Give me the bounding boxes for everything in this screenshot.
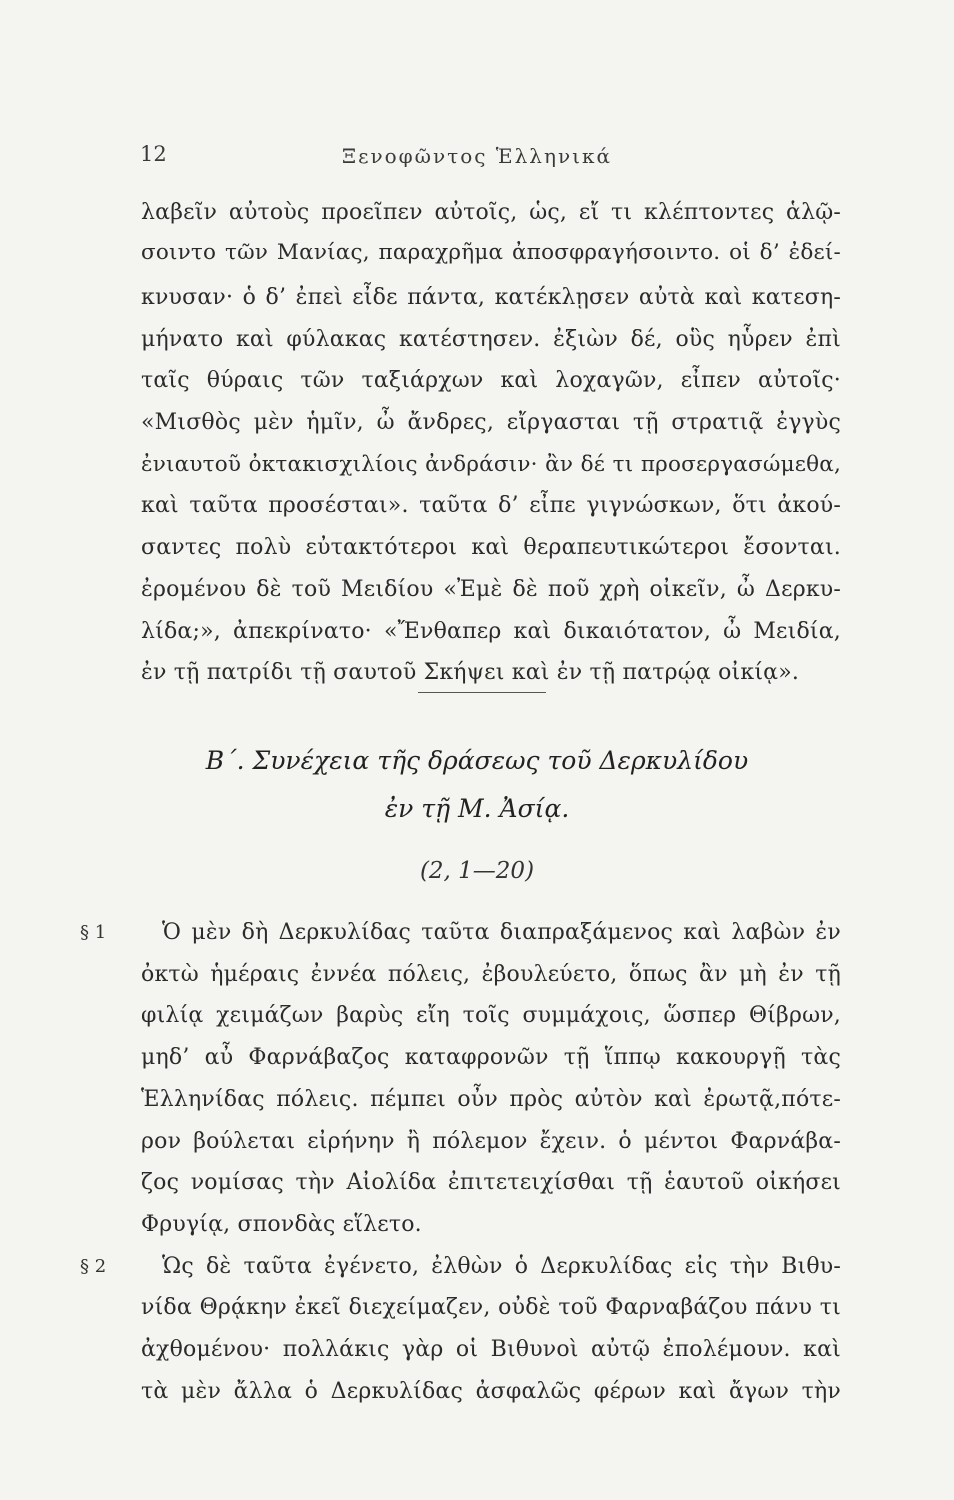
text-line: Ἑλληνίδας πόλεις. πέμπει οὖν πρὸς αὐτὸν καὶ ἐρωτᾷ,πότε- <box>141 1087 841 1112</box>
text-line: καὶ ταῦτα προσέσται». ταῦτα δ’ εἶπε γιγνώσκων, ὅτι ἀκού- <box>141 493 841 518</box>
text-line: νίδα Θρᾴκην ἐκεῖ διεχείμαζεν, οὐδὲ τοῦ Φαρναβάζου πάνυ τι <box>141 1295 841 1320</box>
text-line: λίδα;», ἀπεκρίνατο· «Ἔνθαπερ καὶ δικαιότατον, ὦ Μειδία, <box>141 619 841 644</box>
page-number: 12 <box>140 142 167 166</box>
running-head: Ξενοφῶντος Ἑλληνικά <box>342 144 612 168</box>
text-line: σαντες πολὺ εὐτακτότεροι καὶ θεραπευτικώτεροι ἔσονται. <box>141 535 841 560</box>
section-divider <box>418 692 546 693</box>
text-line: ἀχθομένου· πολλάκις γὰρ οἱ Βιθυνοὶ αὐτῷ ἐπολέμουν. καὶ <box>141 1337 841 1362</box>
text-line: Φρυγίᾳ, σπονδὰς εἵλετο. <box>141 1212 422 1237</box>
text-line: σοιντο τῶν Μανίας, παραχρῆμα ἀποσφραγήσοιντο. οἱ δ’ ἐδεί- <box>141 240 841 265</box>
section-heading: Β΄. Συνέχεια τῆς δράσεως τοῦ Δερκυλίδου <box>205 746 749 775</box>
text-line: ὀκτὼ ἡμέραις ἐννέα πόλεις, ἐβουλεύετο, ὅπως ἂν μὴ ἐν τῇ <box>141 962 841 987</box>
section-heading-line2: ἐν τῇ Μ. Ἀσίᾳ. <box>384 794 570 823</box>
text-line: ρον βούλεται εἰρήνην ἢ πόλεμον ἔχειν. ὁ μέντοι Φαρνάβα- <box>141 1129 841 1154</box>
text-line: λαβεῖν αὐτοὺς προεῖπεν αὐτοῖς, ὡς, εἴ τι κλέπτοντες ἁλῷ- <box>141 200 841 225</box>
text-line: Ὡς δὲ ταῦτα ἐγένετο, ἐλθὼν ὁ Δερκυλίδας εἰς τὴν Βιθυ- <box>162 1254 841 1279</box>
text-line: ἐρομένου δὲ τοῦ Μειδίου «Ἐμὲ δὲ ποῦ χρὴ οἰκεῖν, ὦ Δερκυ- <box>141 577 841 602</box>
section-reference: (2, 1—20) <box>419 858 535 884</box>
text-line: ταῖς θύραις τῶν ταξιάρχων καὶ λοχαγῶν, εἶπεν αὐτοῖς· <box>141 368 841 393</box>
text-line: Ὁ μὲν δὴ Δερκυλίδας ταῦτα διαπραξάμενος καὶ λαβὼν ἐν <box>162 920 841 945</box>
text-line: «Μισθὸς μὲν ἡμῖν, ὦ ἄνδρες, εἴργασται τῇ στρατιᾷ ἐγγὺς <box>141 410 841 435</box>
text-line: ἐν τῇ πατρίδι τῇ σαυτοῦ Σκήψει καὶ ἐν τῇ πατρῴᾳ οἰκίᾳ». <box>141 660 800 685</box>
text-line: ζος νομίσας τὴν Αἰολίδα ἐπιτετειχίσθαι τῇ ἑαυτοῦ οἰκήσει <box>141 1170 841 1195</box>
text-line: τὰ μὲν ἄλλα ὁ Δερκυλίδας ἀσφαλῶς φέρων καὶ ἄγων τὴν <box>141 1379 841 1404</box>
text-line: ἐνιαυτοῦ ὀκτακισχιλίοις ἀνδράσιν· ἂν δέ τι προσεργασώμεθα, <box>141 452 841 477</box>
text-line: φιλίᾳ χειμάζων βαρὺς εἴη τοῖς συμμάχοις, ὥσπερ Θίβρων, <box>141 1003 841 1028</box>
section-mark: § 1 <box>80 922 107 943</box>
text-line: μήνατο καὶ φύλακας κατέστησεν. ἐξιὼν δέ, οὓς ηὗρεν ἐπὶ <box>141 327 841 352</box>
text-line: κνυσαν· ὁ δ’ ἐπεὶ εἶδε πάντα, κατέκλῃσεν αὐτὰ καὶ κατεση- <box>141 285 841 310</box>
text-line: μηδ’ αὖ Φαρνάβαζος καταφρονῶν τῇ ἵππῳ κακουργῇ τὰς <box>141 1045 841 1070</box>
section-mark: § 2 <box>80 1256 107 1277</box>
